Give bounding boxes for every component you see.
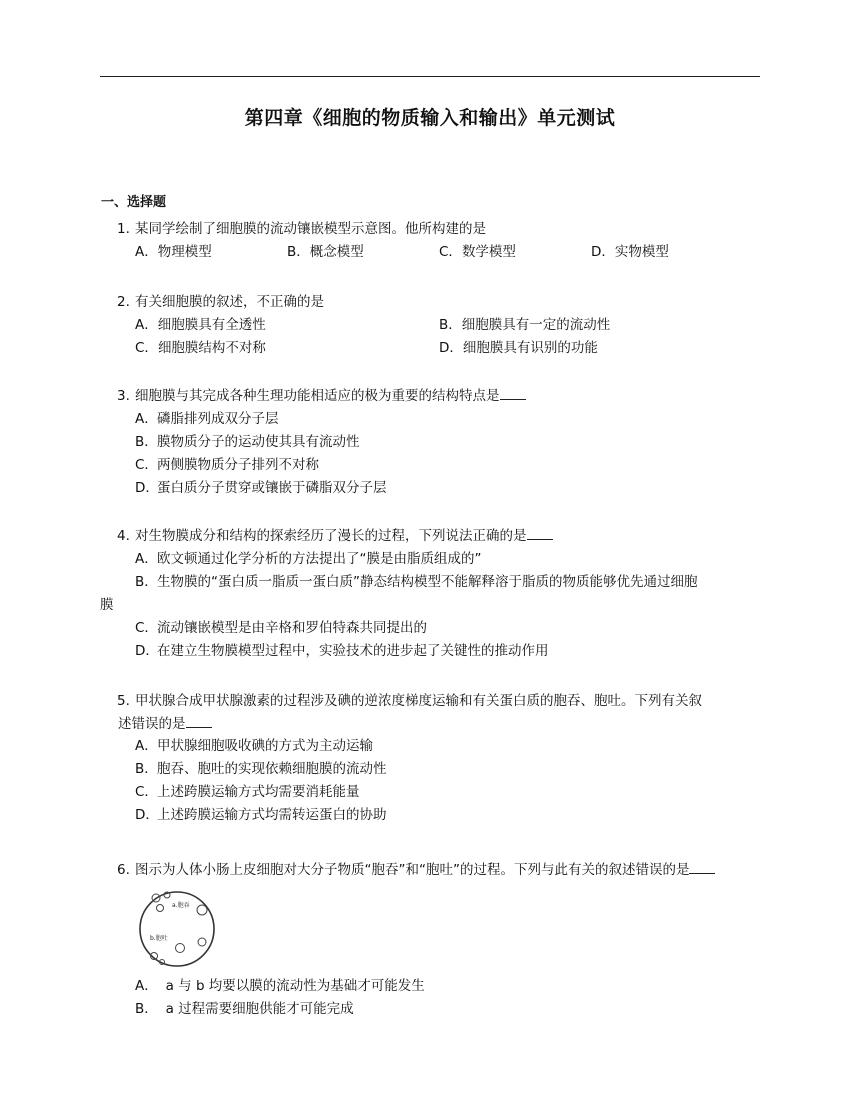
option-c[interactable]: C．数学模型 — [439, 243, 516, 260]
question-2 — [117, 291, 767, 360]
label-a: a.胞吞 — [172, 902, 190, 909]
option-d[interactable]: D．蛋白质分子贯穿或镶嵌于磷脂双分子层 — [135, 479, 387, 496]
header-rule — [100, 76, 760, 77]
section-heading: 一、选择题 — [101, 195, 167, 210]
question-stem: 甲状腺合成甲状腺激素的过程涉及碘的逆浓度梯度运输和有关蛋白质的胞吞、胞吐。下列有关叙 — [135, 693, 702, 709]
answer-blank[interactable] — [689, 859, 715, 874]
question-number: 3. — [117, 388, 130, 404]
option-d[interactable]: D．实物模型 — [591, 243, 669, 260]
option-d[interactable]: D．上述跨膜运输方式均需转运蛋白的协助 — [135, 807, 387, 823]
question-stem: 对生物膜成分和结构的探索经历了漫长的过程，下列说法正确的是 — [135, 528, 527, 544]
option-b[interactable]: B．胞吞、胞吐的实现依赖细胞膜的流动性 — [135, 761, 387, 777]
vesicle — [157, 905, 164, 912]
vesicle — [197, 905, 207, 915]
option-a[interactable]: A．物理模型 — [135, 243, 212, 260]
vesicle — [176, 944, 185, 953]
question-1 — [117, 218, 767, 264]
question-stem: 某同学绘制了细胞膜的流动镶嵌模型示意图。他所构建的是 — [135, 221, 486, 237]
option-c[interactable]: C．两侧膜物质分子排列不对称 — [135, 456, 319, 473]
answer-blank[interactable] — [186, 713, 212, 728]
endocytosis-exocytosis-figure — [136, 886, 218, 968]
question-number: 4. — [117, 528, 130, 544]
question-stem: 图示为人体小肠上皮细胞对大分子物质“胞吞”和“胞吐”的过程。下列与此有关的叙述错误的是 — [135, 862, 690, 878]
question-6-options — [117, 975, 767, 1021]
answer-blank[interactable] — [527, 525, 553, 540]
question-6 — [117, 859, 767, 882]
options-row — [117, 337, 767, 360]
question-stem-continued: 述错误的是 — [118, 715, 186, 732]
question-number: 2. — [117, 294, 130, 310]
option-a[interactable]: A．欧文顿通过化学分析的方法提出了“膜是由脂质组成的” — [135, 550, 482, 567]
page-title: 第四章《细胞的物质输入和输出》单元测试 — [244, 107, 616, 129]
question-3 — [117, 385, 767, 500]
option-a[interactable]: A． a 与 b 均要以膜的流动性为基础才可能发生 — [135, 978, 425, 994]
option-b[interactable]: B． a 过程需要细胞供能才可能完成 — [135, 1001, 354, 1017]
option-d[interactable]: D．细胞膜具有识别的功能 — [439, 339, 598, 356]
option-a[interactable]: A．甲状腺细胞吸收碘的方式为主动运输 — [135, 738, 373, 754]
question-number: 5. — [117, 693, 130, 709]
question-5 — [117, 690, 767, 827]
option-c[interactable]: C．上述跨膜运输方式均需要消耗能量 — [135, 784, 360, 800]
question-stem: 细胞膜与其完成各种生理功能相适应的极为重要的结构特点是 — [135, 388, 500, 404]
options-row — [117, 314, 767, 337]
option-c[interactable]: C．细胞膜结构不对称 — [135, 339, 266, 356]
answer-blank[interactable] — [500, 385, 526, 400]
label-b: b.胞吐 — [150, 935, 168, 942]
option-c[interactable]: C．流动镶嵌模型是由辛格和罗伯特森共同提出的 — [135, 619, 427, 636]
vesicle — [198, 938, 206, 946]
options-row — [117, 241, 767, 264]
question-number: 6. — [117, 862, 130, 878]
option-a[interactable]: A．磷脂排列成双分子层 — [135, 410, 279, 427]
option-a[interactable]: A．细胞膜具有全透性 — [135, 316, 266, 333]
question-stem: 有关细胞膜的叙述，不正确的是 — [135, 294, 324, 310]
question-4 — [100, 525, 767, 663]
option-b[interactable]: B．生物膜的“蛋白质一脂质一蛋白质”静态结构模型不能解释溶于脂质的物质能够优先通过细胞 膜 — [100, 573, 698, 613]
question-number: 1. — [117, 221, 130, 237]
option-b[interactable]: B．膜物质分子的运动使其具有流动性 — [135, 433, 360, 450]
option-d[interactable]: D．在建立生物膜模型过程中，实验技术的进步起了关键性的推动作用 — [135, 642, 549, 659]
option-b[interactable]: B．细胞膜具有一定的流动性 — [439, 316, 611, 333]
option-b[interactable]: B．概念模型 — [287, 243, 364, 260]
